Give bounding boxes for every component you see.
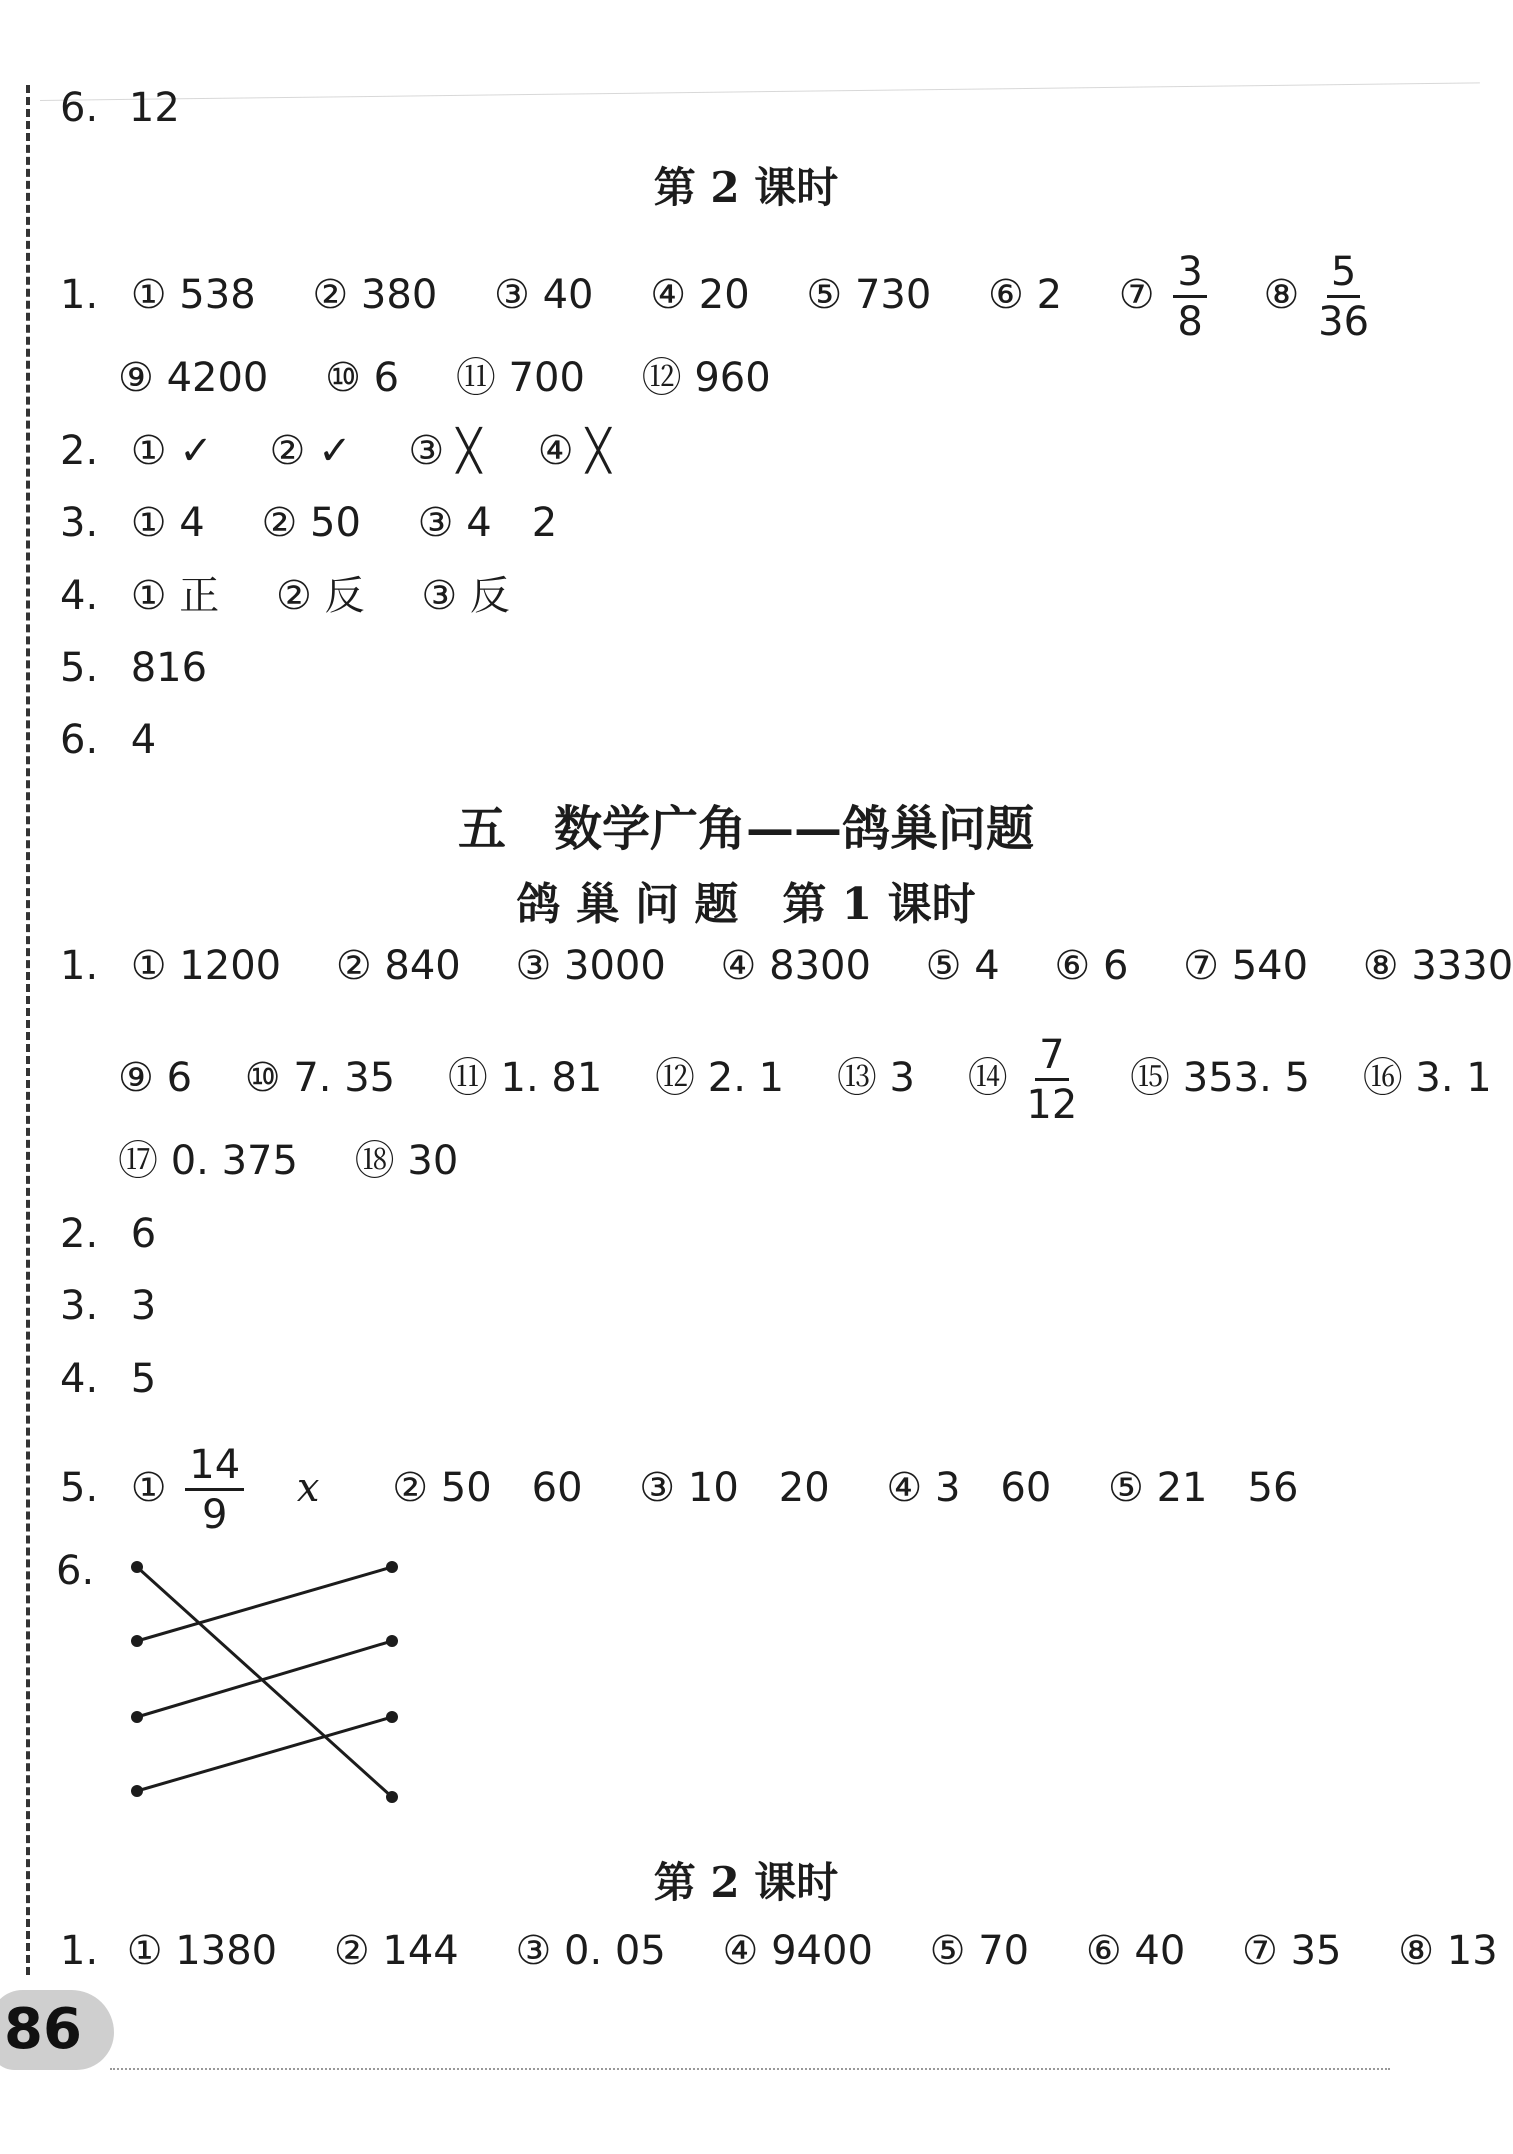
answer-item: ⑤ 4 xyxy=(925,943,1000,989)
page-number: 86 xyxy=(0,1990,114,2070)
answer: 4 xyxy=(130,717,157,763)
answer-fraction-item xyxy=(1118,249,1207,345)
fraction-numerator: 14 xyxy=(185,1445,244,1491)
answer-item: ① 1380 xyxy=(126,1928,278,1974)
question-number: 6. xyxy=(60,717,99,763)
answer-item: ⑰ 0. 375 xyxy=(118,1138,298,1184)
answer-item: ④ 3 60 xyxy=(886,1465,1052,1511)
question-number: 5. xyxy=(60,645,99,691)
answer-item: ⑧ 13 xyxy=(1398,1928,1498,1974)
answer-item: ⑦ 540 xyxy=(1183,943,1309,989)
answer-item: ⑤ 70 xyxy=(929,1928,1030,1974)
answer-item: ③ 4 2 xyxy=(417,500,558,546)
answer-line-a4 xyxy=(60,570,554,622)
answer-line-6-previous xyxy=(60,82,180,134)
answer: 12 xyxy=(128,85,180,131)
answer: 816 xyxy=(130,645,208,691)
answer-item: ⑩ 7. 35 xyxy=(244,1055,396,1101)
match-dot xyxy=(386,1635,398,1647)
answer-item: ⑦ 35 xyxy=(1242,1928,1342,1974)
question-number: 1. xyxy=(60,943,99,989)
answer-item: ② 50 xyxy=(261,500,361,546)
answer-line-b4 xyxy=(60,1353,156,1405)
answer-item: ⑥ 6 xyxy=(1054,943,1129,989)
question-number: 3. xyxy=(60,1283,99,1329)
question-number: 5. xyxy=(60,1465,99,1511)
connector-line xyxy=(137,1641,392,1717)
answer-line-b6 xyxy=(56,1545,94,1597)
answer-line-b5 xyxy=(60,1442,1342,1538)
answer-line-a1-cont xyxy=(118,352,815,404)
answer-fraction-item xyxy=(1263,249,1370,345)
answer-item: ③ 反 xyxy=(421,573,510,619)
answer-item: ① 538 xyxy=(130,272,256,318)
fraction xyxy=(1026,1032,1078,1128)
section-title-lesson-2-b: 第 2 课时 xyxy=(653,1858,839,1907)
connector-line xyxy=(137,1717,392,1791)
fraction-numerator: 5 xyxy=(1327,252,1360,298)
match-dot xyxy=(386,1561,398,1573)
answer-item: ① 4 xyxy=(130,500,205,546)
answer-line-a6 xyxy=(60,714,156,766)
answer-item: ② 380 xyxy=(312,272,438,318)
answer-line-a5 xyxy=(60,642,207,694)
answer-item: ⑯ 3. 1 xyxy=(1362,1055,1492,1101)
answer-line-c1 xyxy=(60,1925,1498,1977)
question-number: 2. xyxy=(60,428,99,474)
answer-line-b3 xyxy=(60,1280,156,1332)
fraction xyxy=(1318,249,1370,345)
match-dot xyxy=(386,1711,398,1723)
answer-line-b1-cont xyxy=(118,1032,1492,1128)
question-number: 4. xyxy=(60,1356,99,1402)
question-number: 3. xyxy=(60,500,99,546)
question-number: 6. xyxy=(60,85,99,131)
fraction-denominator: 12 xyxy=(1026,1082,1078,1128)
answer-item: ④ 20 xyxy=(650,272,750,318)
answer-fraction-item xyxy=(130,1442,392,1538)
answer-item: ⑤ 730 xyxy=(806,272,932,318)
variable-x: x xyxy=(296,1465,320,1511)
fraction-numerator: 7 xyxy=(1035,1035,1068,1081)
circled-mark: ① xyxy=(130,1465,167,1511)
answer-line-a2 xyxy=(60,425,654,477)
answer-line-a3 xyxy=(60,497,601,549)
dashed-margin-line xyxy=(26,85,30,1975)
answer-item: ① 正 xyxy=(130,573,220,619)
fraction-denominator: 36 xyxy=(1318,299,1370,345)
circled-mark: ⑦ xyxy=(1118,272,1155,318)
fraction-denominator: 9 xyxy=(202,1492,228,1538)
connector-line xyxy=(137,1567,392,1641)
answer: 6 xyxy=(130,1211,157,1257)
answer-item: ③ 3000 xyxy=(515,943,666,989)
answer-item: ④ 8300 xyxy=(720,943,871,989)
answer-item: ⑤ 21 56 xyxy=(1108,1465,1299,1511)
answer-item: ② 反 xyxy=(276,573,365,619)
answer-item: ⑪ 700 xyxy=(455,355,585,401)
answer-item: ② ✓ xyxy=(269,428,352,474)
answer-line-b1 xyxy=(60,940,1513,992)
answer-item: ⑥ 40 xyxy=(1085,1928,1186,1974)
bottom-rule xyxy=(110,2068,1390,2070)
answer-line-a1 xyxy=(60,249,1413,345)
answer-item: ① 1200 xyxy=(130,943,282,989)
circled-mark: ⑧ xyxy=(1263,272,1300,318)
circled-mark: ⑭ xyxy=(967,1055,1008,1101)
answer-fraction-item xyxy=(967,1032,1078,1128)
fraction xyxy=(185,1442,244,1538)
answer-item: ③ 0. 05 xyxy=(515,1928,666,1974)
answer-item: ⑫ 2. 1 xyxy=(655,1055,785,1101)
answer-item: ③ ╳ xyxy=(408,428,481,474)
question-number: 4. xyxy=(60,573,99,619)
answer-item: ⑫ 960 xyxy=(641,355,771,401)
unit-subtitle: 鸽 巢 问 题 第 1 课时 xyxy=(516,879,976,930)
fraction-numerator: 3 xyxy=(1173,252,1206,298)
answer-item: ⑥ 2 xyxy=(988,272,1063,318)
answer-item: ⑱ 30 xyxy=(354,1138,459,1184)
match-dot xyxy=(131,1711,143,1723)
connector-line xyxy=(137,1567,392,1797)
match-dot xyxy=(131,1635,143,1647)
section-title-lesson-2: 第 2 课时 xyxy=(653,163,839,212)
fraction xyxy=(1173,249,1206,345)
question-number: 1. xyxy=(60,272,99,318)
answer-line-b2 xyxy=(60,1208,156,1260)
answer-item: ⑮ 353. 5 xyxy=(1130,1055,1310,1101)
matching-diagram xyxy=(120,1555,410,1815)
answer-item: ⑨ 6 xyxy=(118,1055,193,1101)
answer-item: ⑬ 3 xyxy=(836,1055,915,1101)
answer-item: ⑪ 1. 81 xyxy=(447,1055,603,1101)
match-dot xyxy=(386,1791,398,1803)
answer-item: ⑧ 3330 xyxy=(1362,943,1513,989)
answer-item: ④ ╳ xyxy=(537,428,611,474)
fraction-denominator: 8 xyxy=(1177,299,1203,345)
answer-item: ④ 9400 xyxy=(722,1928,873,1974)
answer-item: ⑨ 4200 xyxy=(118,355,269,401)
match-dot xyxy=(131,1561,143,1573)
answer: 5 xyxy=(130,1356,157,1402)
question-number: 2. xyxy=(60,1211,99,1257)
answer-item: ② 144 xyxy=(333,1928,459,1974)
answer-item: ① ✓ xyxy=(130,428,213,474)
answer-item: ⑩ 6 xyxy=(325,355,400,401)
answer-item: ③ 10 20 xyxy=(639,1465,830,1511)
answer-line-b1-cont2 xyxy=(118,1135,502,1187)
unit-title: 五 数学广角——鸽巢问题 xyxy=(457,801,1034,857)
answer-item: ② 50 60 xyxy=(392,1465,583,1511)
top-rule xyxy=(40,82,1480,101)
answer-item: ② 840 xyxy=(335,943,461,989)
question-number: 6. xyxy=(56,1548,95,1594)
answer: 3 xyxy=(130,1283,157,1329)
answer-item: ③ 40 xyxy=(494,272,594,318)
question-number: 1. xyxy=(60,1928,99,1974)
match-dot xyxy=(131,1785,143,1797)
